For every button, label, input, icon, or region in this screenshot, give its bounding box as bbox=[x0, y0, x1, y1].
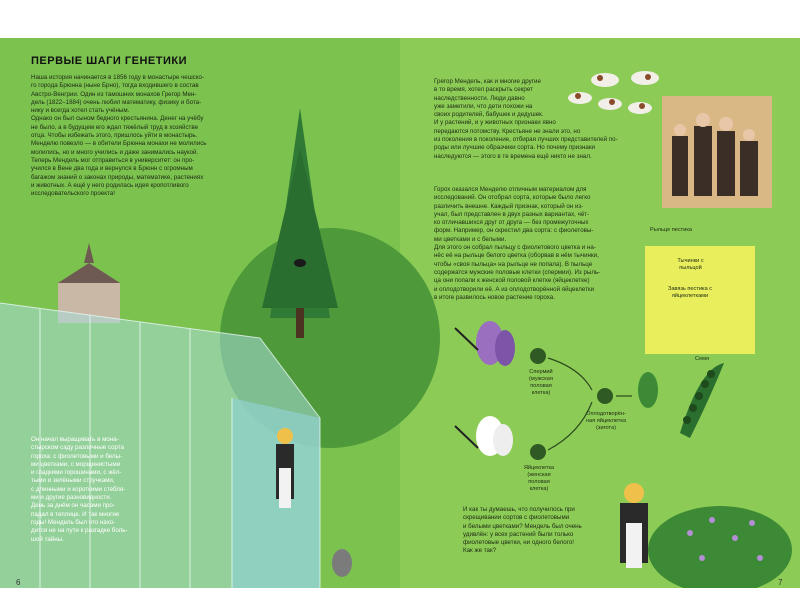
intro-line: отца. Чтобы избежать этого, пришлось уйти в монастырь. bbox=[31, 132, 198, 140]
pea-bush bbox=[648, 506, 792, 588]
right-mid-line: содержатся мужские половые клетки (спермии). Из рыль- bbox=[434, 268, 601, 276]
left-bottom-line: гороха: с фиолетовыми и белы- bbox=[31, 452, 123, 460]
right-mid-line: ми цветками и с белыми. bbox=[434, 235, 507, 243]
right-mid-line: Горох оказался Менделю отличным материалом для bbox=[434, 186, 587, 193]
zygote-label-line: Оплодотворён- bbox=[586, 411, 626, 417]
egg-label-line: Яйцеклетка bbox=[523, 465, 555, 471]
egg-label-line: (женская bbox=[527, 472, 551, 478]
fir-tree-layer bbox=[262, 148, 338, 308]
right-mid-line: исследований. Он отобрал сорта, которые было легко bbox=[434, 194, 591, 202]
brush bbox=[455, 328, 478, 350]
intro-line: Наша история начинается в 1856 году в монастыре чешско- bbox=[31, 74, 205, 81]
right-bottom-line: Как же так? bbox=[463, 547, 497, 555]
right-mid-line: в итоге развилось новое растение гороха. bbox=[434, 293, 555, 301]
egg-label-line: клетка) bbox=[529, 486, 549, 492]
intro-line: и животных. А ещё у него родилась идея кропотливого bbox=[31, 181, 189, 189]
intro-line: го города Брюнна (ныне Брно), тогда входившего в состав bbox=[31, 82, 199, 90]
right-top-line: передаются потомству. Крестьяне не знали это, но bbox=[434, 127, 581, 135]
intro-line: дель (1822–1884) очень любил математику, физику и бота- bbox=[31, 98, 202, 106]
right-top-line: в то время, хотел раскрыть секрет bbox=[434, 86, 533, 94]
intro-text bbox=[31, 74, 261, 198]
page-number-right: 7 bbox=[778, 578, 783, 587]
right-mid-text bbox=[434, 186, 634, 302]
zygote-label-line: ная яйцеклетка bbox=[585, 418, 627, 424]
mendel-head-right bbox=[624, 483, 644, 503]
intro-line: Однако он был сыном бедного крестьянина. Денег на учёбу bbox=[31, 115, 204, 123]
intro-line: нику и всегда хотел стать учёным. bbox=[31, 107, 130, 115]
right-bottom-line: фиолетовые цветки, ни одного белого! bbox=[463, 539, 574, 547]
right-bottom-line: и белыми цветками? Мендель был очень bbox=[463, 522, 582, 530]
right-top-line: наследуются — этого в те времена ещё никто не знал. bbox=[434, 152, 592, 160]
right-top-line: своих родителей, бабушек и дедушек. bbox=[434, 111, 544, 119]
right-mid-line: Для этого он собрал пыльцу с фиолетового цветка и на- bbox=[434, 244, 596, 252]
left-bottom-line: ми цветками, с морщинистыми bbox=[31, 460, 121, 468]
church-spire bbox=[84, 243, 94, 263]
intro-line: не было, а в будущем его ждал тяжёлый труд в хозяйстве bbox=[31, 123, 199, 131]
sperm-label bbox=[520, 369, 562, 397]
page-title: ПЕРВЫЕ ШАГИ ГЕНЕТИКИ bbox=[31, 55, 187, 67]
right-bottom-line: скрещивании сортов с фиолетовыми bbox=[463, 514, 570, 522]
right-bottom-line: удивлён: у всех растений были только bbox=[463, 530, 574, 538]
left-bottom-line: шой тайны. bbox=[31, 535, 64, 543]
sperm-label-line: половая bbox=[530, 383, 552, 389]
intro-line: Менделю повезло — в обители Брюнна монахи не молились bbox=[31, 140, 207, 148]
right-mid-line: и оплодотворили её. А из оплодотворённой яйцеклетки bbox=[434, 285, 595, 293]
left-bottom-text bbox=[31, 436, 159, 544]
left-bottom-line: тыми и зелёными стручками, bbox=[31, 477, 115, 485]
page-number-left: 6 bbox=[16, 578, 21, 587]
right-bottom-line: И как ты думаешь, что получилось при bbox=[463, 506, 575, 513]
sperm-label-line: Спермий bbox=[529, 369, 553, 375]
fir-trunk bbox=[296, 308, 304, 338]
egg-cell bbox=[530, 444, 546, 460]
left-bottom-line: и гладкими горошинами, с жёл- bbox=[31, 469, 122, 477]
book-spread bbox=[0, 38, 800, 588]
seedling bbox=[638, 372, 658, 408]
stamens-label: Тычинки с пыльцой bbox=[677, 258, 704, 271]
intro-line: молились, но и много учились и даже занимались наукой. bbox=[31, 148, 199, 156]
right-top-line: наследственности. Люди давно bbox=[434, 94, 525, 102]
family-photo-figures bbox=[662, 96, 772, 208]
mendel-apron-right bbox=[626, 523, 642, 568]
family-photo bbox=[662, 96, 772, 208]
church-roof bbox=[58, 263, 120, 283]
right-top-line: уже заметили, что дети похожи на bbox=[434, 102, 533, 110]
right-top-line: Грегор Мендель, как и многие другие bbox=[434, 78, 541, 85]
right-top-line: роды или лучшие образчики сорта. Но почему признаки bbox=[434, 144, 596, 152]
right-bottom-text bbox=[463, 506, 613, 556]
egg-label bbox=[515, 465, 563, 493]
left-bottom-line: Он начал выращивать в мона- bbox=[31, 436, 119, 443]
intro-line: исследовательского проекта! bbox=[31, 190, 115, 198]
left-bottom-line: День за днём он часами про- bbox=[31, 502, 115, 510]
brush-2 bbox=[455, 426, 478, 448]
white-flower-petal bbox=[493, 424, 513, 456]
right-mid-line: учал, был представлен в двух разных вариантах, чёт- bbox=[434, 210, 590, 218]
purple-flower-petal bbox=[495, 330, 515, 366]
seed-label: Семя bbox=[694, 356, 710, 362]
right-mid-line: ца они попали к женской половой клетке (яйцеклетке) bbox=[434, 277, 590, 285]
right-mid-line: чтобы «своя пыльца» на рыльце не попала). В пыльце bbox=[434, 260, 593, 268]
right-mid-line: форм. Например, он скрестил два сорта: с фиолетовы- bbox=[434, 227, 594, 235]
ovary-label: Завязь пестика с яйцеклетками bbox=[667, 286, 713, 299]
intro-line: багажом знаний о законах природы, математике, растениях bbox=[31, 173, 204, 181]
right-mid-line: нёс её на рыльце белого цветка (оборвав в нём тычинки, bbox=[434, 252, 599, 260]
intro-line: Теперь Мендель мог отправиться в университет: он про- bbox=[31, 156, 195, 164]
crow bbox=[294, 259, 306, 267]
right-top-line: из поколения в поколение, отбирая лучших представителей по- bbox=[434, 136, 618, 144]
sperm-label-line: (мужская bbox=[529, 376, 553, 382]
zygote-cell bbox=[597, 388, 613, 404]
stigma-label: Рыльце пестика bbox=[650, 227, 693, 233]
egg-label-line: половая bbox=[528, 479, 550, 485]
right-top-line: И у растений, и у животных признаки явно bbox=[434, 119, 556, 127]
intro-line: учился в Вене два года и вернулся в Брюнн с огромным bbox=[31, 165, 193, 173]
right-mid-line: ко отличавшихся друг от друга — без промежуточных bbox=[434, 219, 589, 227]
sperm-label-line: клетка) bbox=[531, 390, 551, 396]
zygote-label bbox=[580, 411, 632, 432]
mendel-apron bbox=[279, 468, 291, 508]
left-bottom-line: годы! Мендель был что нахо- bbox=[31, 518, 116, 526]
cat bbox=[332, 549, 352, 577]
right-mid-line: различить внешне. Каждый признак, который он из- bbox=[434, 202, 584, 210]
left-bottom-line: дится не на пути к разгадке боль- bbox=[31, 527, 128, 535]
pea-pod bbox=[680, 363, 724, 438]
sperm-cell bbox=[530, 348, 546, 364]
mendel-head bbox=[277, 428, 293, 444]
left-bottom-line: падал в теплице. И так многие bbox=[31, 510, 120, 518]
zygote-label-line: (зигота) bbox=[596, 425, 616, 431]
left-bottom-line: с длинными и короткими стебля- bbox=[31, 485, 126, 493]
right-top-text bbox=[434, 78, 634, 161]
left-bottom-line: стырском саду различные сорта bbox=[31, 444, 125, 452]
left-bottom-line: ми и другие разновидности. bbox=[31, 494, 112, 502]
intro-line: Австро-Венгрии. Один из тамошних монахов Грегор Мен- bbox=[31, 90, 197, 98]
